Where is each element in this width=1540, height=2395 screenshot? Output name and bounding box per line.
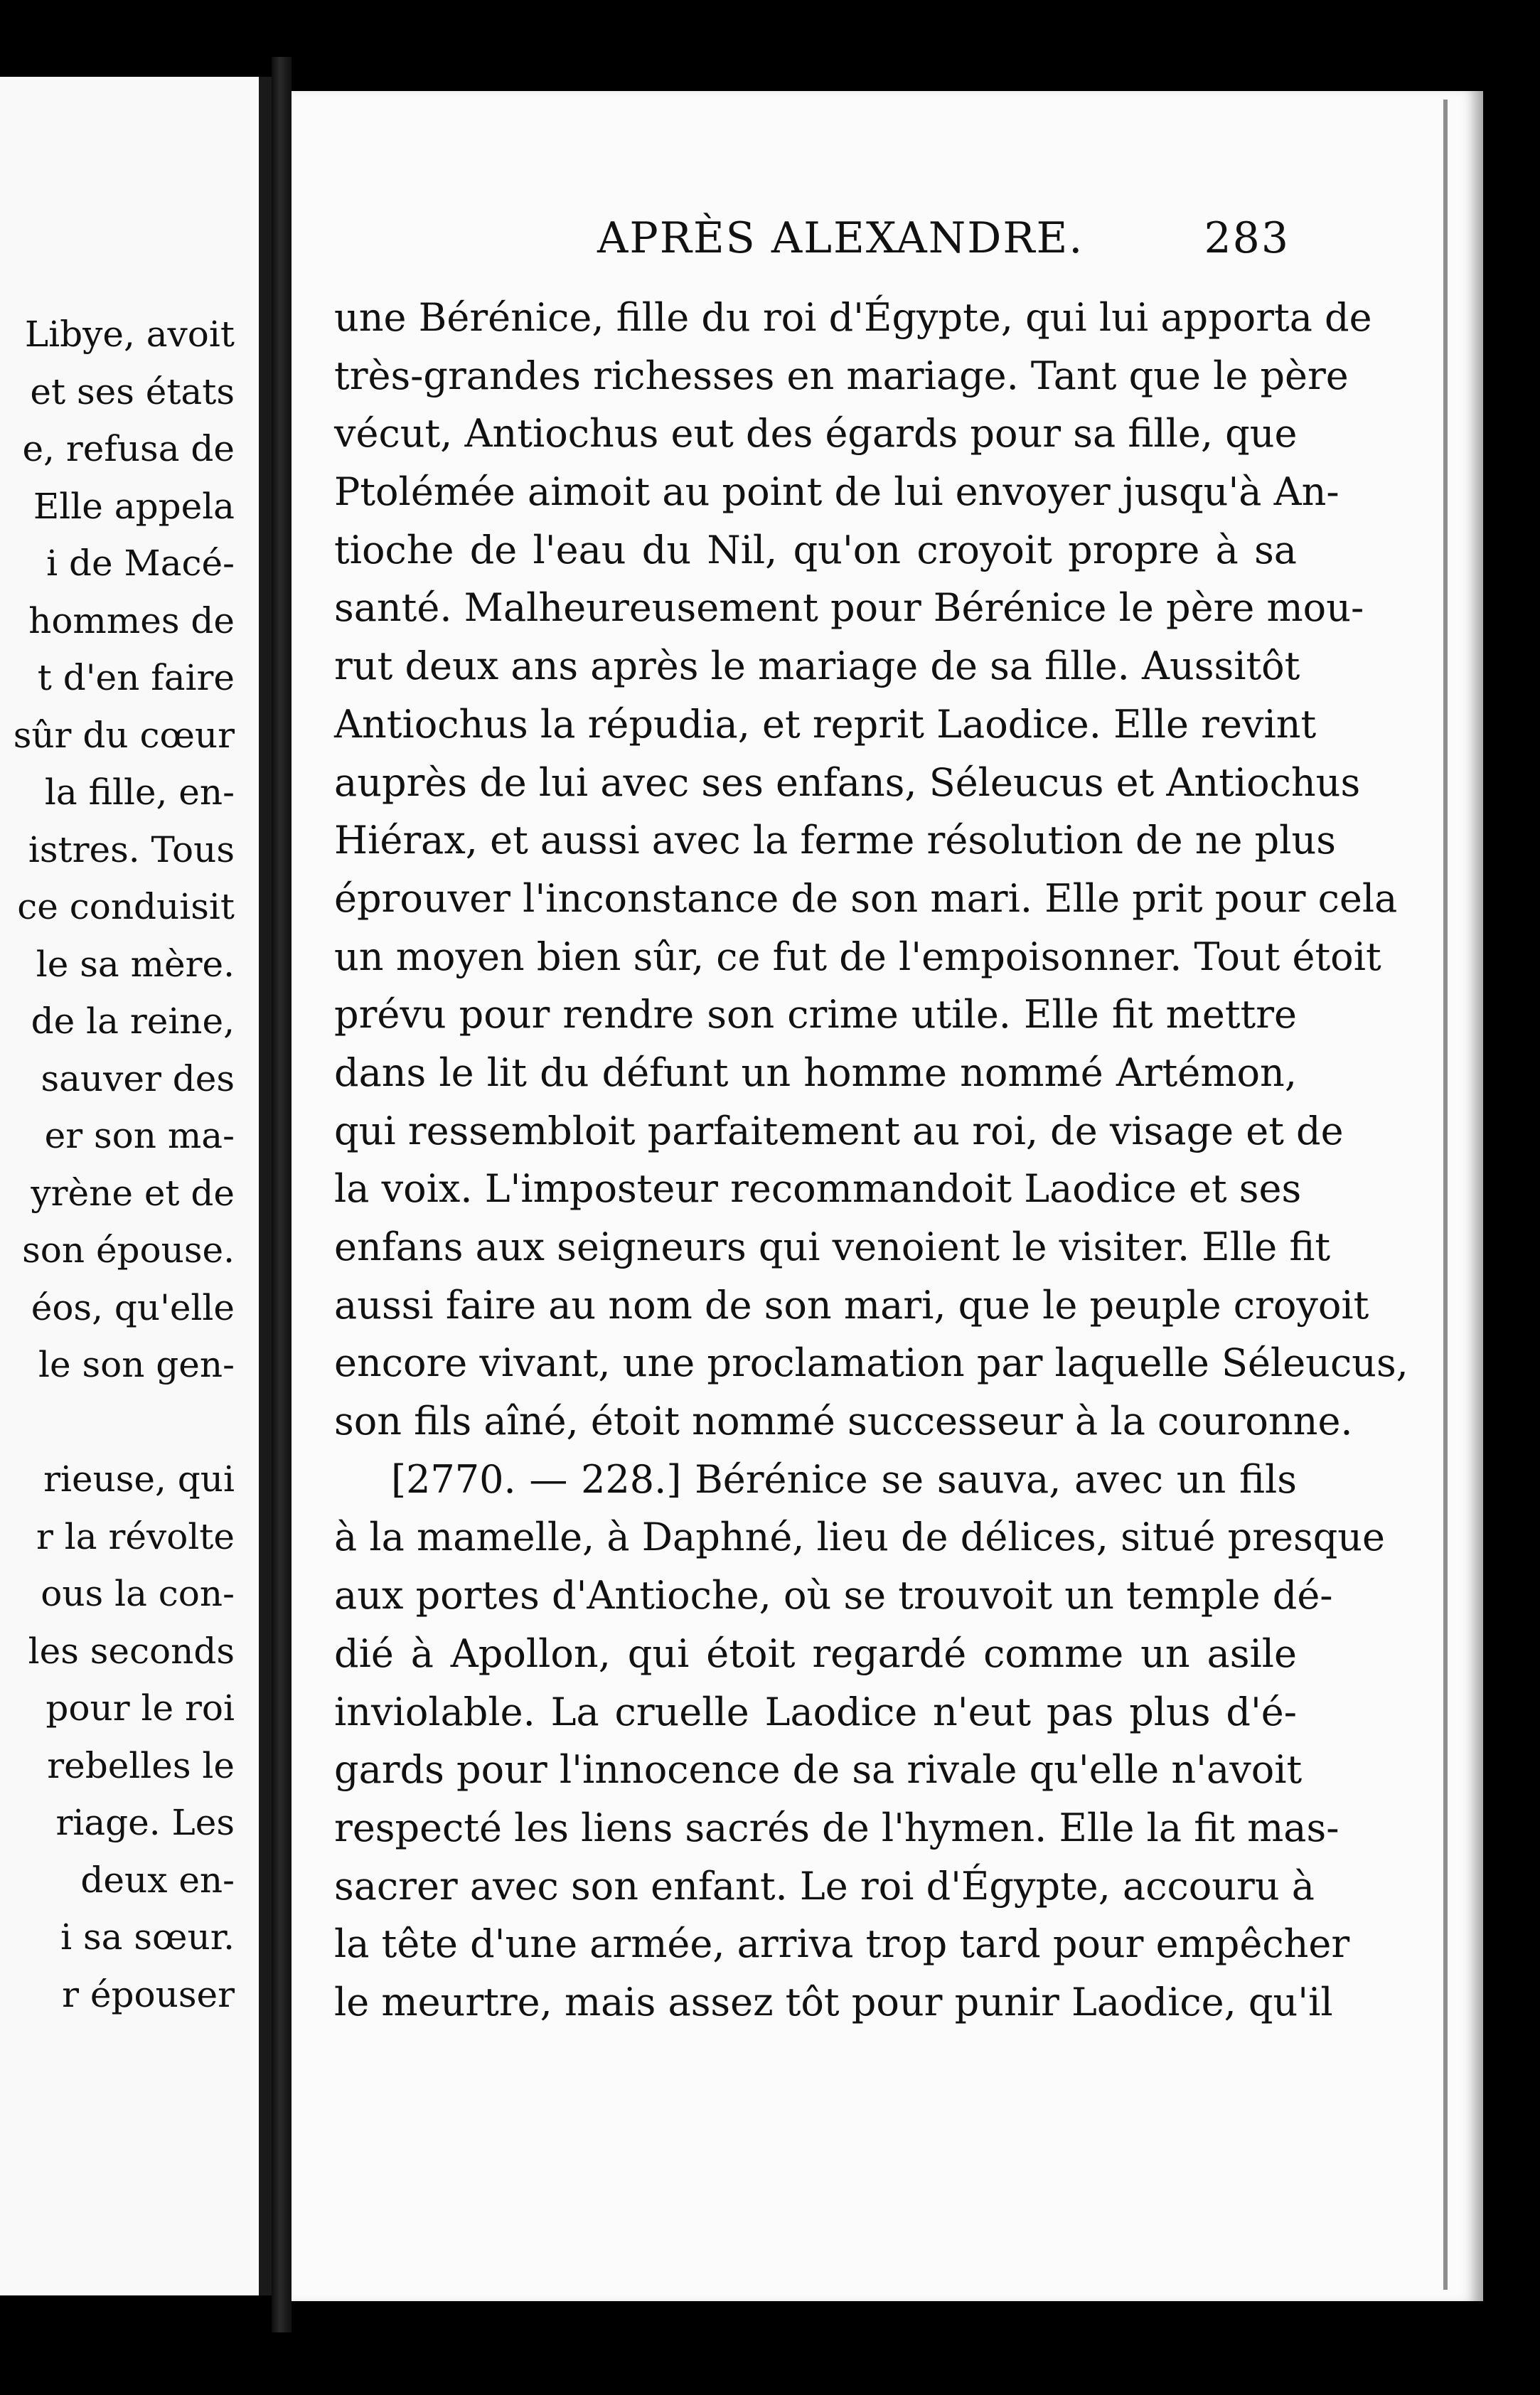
text-line: la voix. L'imposteur recommandoit Laodice et ses <box>334 1166 1302 1212</box>
left-page-line: Libye, avoit <box>24 314 235 355</box>
left-page-line: sûr du cœur <box>13 714 235 756</box>
page-number: 283 <box>1204 213 1290 263</box>
text-line: prévu pour rendre son crime utile. Elle fit mettre <box>334 992 1297 1038</box>
left-page-line: riage. Les <box>55 1802 235 1843</box>
text-line: Ptolémée aimoit au point de lui envoyer jusqu'à An- <box>334 469 1340 515</box>
book-gutter <box>272 57 292 2332</box>
text-line: dans le lit du défunt un homme nommé Artémon, <box>334 1050 1297 1095</box>
left-page-line: i de Macé- <box>46 543 235 584</box>
text-line: éprouver l'inconstance de son mari. Elle prit pour cela <box>334 875 1398 921</box>
text-line: inviolable. La cruelle Laodice n'eut pas plus d'é- <box>334 1689 1297 1734</box>
left-page-line: Elle appela <box>33 485 235 527</box>
left-page-line: er son ma- <box>44 1115 235 1156</box>
text-line: la tête d'une armée, arriva trop tard pour empêcher <box>334 1921 1350 1967</box>
text-line: sacrer avec son enfant. Le roi d'Égypte, accouru à <box>334 1863 1315 1909</box>
left-page-line: rieuse, qui <box>43 1458 235 1500</box>
left-page-line: yrène et de <box>31 1172 235 1214</box>
running-head: APRÈS ALEXANDRE. <box>597 213 1084 263</box>
left-page-line: le son gen- <box>38 1344 235 1385</box>
left-page-line: de la reine, <box>31 1001 235 1042</box>
left-page-line: sauver des <box>41 1057 235 1099</box>
left-page-line: le sa mère. <box>36 943 235 985</box>
left-page-line: ous la con- <box>41 1573 235 1614</box>
left-page-line: et ses états <box>30 370 235 412</box>
text-line: très-grandes richesses en mariage. Tant que le père <box>334 353 1349 398</box>
text-line: Antiochus la répudia, et reprit Laodice. Elle revint <box>334 701 1317 747</box>
left-page-line: r la révolte <box>36 1515 235 1557</box>
left-page-line: éos, qu'elle <box>31 1286 235 1328</box>
left-page-line: deux en- <box>80 1859 235 1901</box>
text-line: aussi faire au nom de son mari, que le peuple croyoit <box>334 1282 1369 1328</box>
text-line: à la mamelle, à Daphné, lieu de délices, situé presque <box>334 1515 1386 1560</box>
page-header <box>292 213 1290 277</box>
text-line: dié à Apollon, qui étoit regardé comme un asile <box>334 1631 1297 1676</box>
left-page-line: pour le roi <box>46 1687 235 1729</box>
left-page-line: e, refusa de <box>22 428 235 469</box>
text-line: respecté les liens sacrés de l'hymen. Elle la fit mas- <box>334 1805 1340 1850</box>
text-line: gards pour l'innocence de sa rivale qu'elle n'avoit <box>334 1747 1303 1793</box>
text-line: vécut, Antiochus eut des égards pour sa fille, que <box>334 411 1298 457</box>
left-page-line: rebelles le <box>47 1744 235 1786</box>
text-line: enfans aux seigneurs qui venoient le visiter. Elle fit <box>334 1225 1331 1269</box>
left-page-line: son épouse. <box>22 1229 235 1271</box>
text-line: tioche de l'eau du Nil, qu'on croyoit propre à sa <box>334 527 1297 572</box>
left-page-line: la fille, en- <box>44 772 235 813</box>
text-line: aux portes d'Antioche, où se trouvoit un temple dé- <box>334 1573 1333 1618</box>
left-page-line: t d'en faire <box>37 657 235 698</box>
text-line: une Bérénice, fille du roi d'Égypte, qui lui apporta de <box>334 295 1372 340</box>
text-line: rut deux ans après le mariage de sa fille. Aussitôt <box>334 644 1300 689</box>
text-line: Hiérax, et aussi avec la ferme résolution de ne plus <box>334 818 1336 863</box>
text-line: son fils aîné, étoit nommé successeur à la couronne. <box>334 1399 1353 1444</box>
left-page-line <box>0 1394 235 1451</box>
body-text <box>334 289 1408 2032</box>
left-page-line: les seconds <box>28 1630 235 1672</box>
left-page-line: i sa sœur. <box>60 1916 235 1958</box>
left-page-text <box>0 306 235 2023</box>
text-line: le meurtre, mais assez tôt pour punir Laodice, qu'il <box>334 1979 1333 2025</box>
page-edge <box>1443 100 1448 2290</box>
text-line: encore vivant, une proclamation par laquelle Séleucus, <box>334 1340 1408 1386</box>
text-line: auprès de lui avec ses enfans, Séleucus et Antiochus <box>334 759 1361 805</box>
text-line: santé. Malheureusement pour Bérénice le père mou- <box>334 585 1364 631</box>
text-line: [2770. — 228.] Bérénice se sauva, avec un fils <box>391 1456 1297 1502</box>
left-page-line: r épouser <box>62 1973 235 2015</box>
left-page-line: hommes de <box>28 599 235 641</box>
left-page <box>0 77 272 2295</box>
left-page-line: istres. Tous <box>28 828 235 870</box>
text-line: un moyen bien sûr, ce fut de l'empoisonner. Tout étoit <box>334 934 1381 979</box>
left-page-line: ce conduisit <box>17 886 235 927</box>
text-line: qui ressembloit parfaitement au roi, de visage et de <box>334 1108 1344 1153</box>
